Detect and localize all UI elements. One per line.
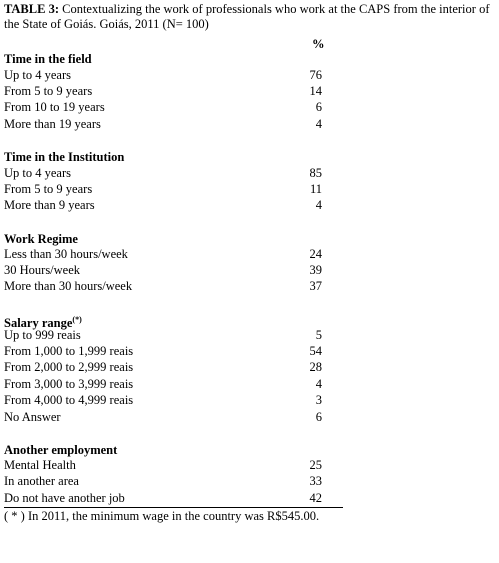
table-row <box>4 392 322 408</box>
table-row <box>4 83 322 99</box>
row-value: 39 <box>309 263 322 277</box>
section-title-text: Salary range <box>4 316 73 331</box>
row-label: Less than 30 hours/week <box>4 247 128 261</box>
table-row <box>4 262 322 278</box>
row-label: In another area <box>4 474 79 488</box>
row-value: 4 <box>315 117 322 131</box>
row-label: Up to 4 years <box>4 68 71 82</box>
table-row <box>4 181 322 197</box>
row-value: 33 <box>309 474 322 488</box>
table-row <box>4 165 322 181</box>
row-label: Up to 4 years <box>4 166 71 180</box>
table-row <box>4 376 322 392</box>
row-label: More than 30 hours/week <box>4 279 133 293</box>
row-value: 37 <box>309 279 322 293</box>
table-row <box>4 409 322 425</box>
table-row <box>4 473 322 489</box>
row-label: From 2,000 to 2,999 reais <box>4 360 134 374</box>
row-value: 28 <box>309 360 322 374</box>
row-value: 24 <box>309 247 322 261</box>
table-row <box>4 116 322 132</box>
row-label: From 3,000 to 3,999 reais <box>4 377 134 391</box>
row-label: From 5 to 9 years <box>4 182 93 196</box>
footnote-marker: (*) <box>72 315 82 324</box>
table-row <box>4 99 322 115</box>
row-label: No Answer <box>4 410 61 424</box>
table-row <box>4 278 322 294</box>
table-row <box>4 67 322 83</box>
row-value: 3 <box>315 393 322 407</box>
row-value: 54 <box>309 344 322 358</box>
row-value: 6 <box>315 410 322 424</box>
table-row <box>4 327 322 343</box>
table-row <box>4 343 322 359</box>
row-label: From 1,000 to 1,999 reais <box>4 344 134 358</box>
row-label: 30 Hours/week <box>4 263 81 277</box>
row-value: 4 <box>315 198 322 212</box>
row-label: More than 19 years <box>4 117 101 131</box>
table-row <box>4 457 322 473</box>
table-row <box>4 197 322 213</box>
row-value: 5 <box>315 328 322 342</box>
row-value: 42 <box>309 491 322 505</box>
row-label: More than 9 years <box>4 198 95 212</box>
section-title-time-in-institution: Time in the Institution <box>4 150 125 164</box>
table-label: TABLE 3: <box>4 2 59 16</box>
row-label: From 4,000 to 4,999 reais <box>4 393 134 407</box>
row-value: 11 <box>309 182 322 196</box>
table-caption-text: Contextualizing the work of professionals who work at the CAPS from the interior of the State of Goiás. Goiás, 2011 (N= 100) <box>4 2 490 31</box>
row-label: Do not have another job <box>4 491 125 505</box>
percent-column-header: % <box>312 37 325 51</box>
row-value: 76 <box>309 68 322 82</box>
row-value: 25 <box>309 458 322 472</box>
section-title-time-in-field: Time in the field <box>4 52 92 66</box>
row-label: From 10 to 19 years <box>4 100 105 114</box>
section-title-another-employment: Another employment <box>4 443 118 457</box>
row-value: 85 <box>309 166 322 180</box>
table-footnote: ( * ) In 2011, the minimum wage in the country was R$545.00. <box>4 509 320 523</box>
row-value: 6 <box>315 100 322 114</box>
row-label: Mental Health <box>4 458 76 472</box>
table-row <box>4 246 322 262</box>
section-title-work-regime: Work Regime <box>4 232 78 246</box>
row-label: Up to 999 reais <box>4 328 81 342</box>
row-value: 4 <box>315 377 322 391</box>
table-caption <box>4 2 496 32</box>
table-row <box>4 359 322 375</box>
row-label: From 5 to 9 years <box>4 84 93 98</box>
row-value: 14 <box>309 84 322 98</box>
table-row <box>4 490 322 506</box>
